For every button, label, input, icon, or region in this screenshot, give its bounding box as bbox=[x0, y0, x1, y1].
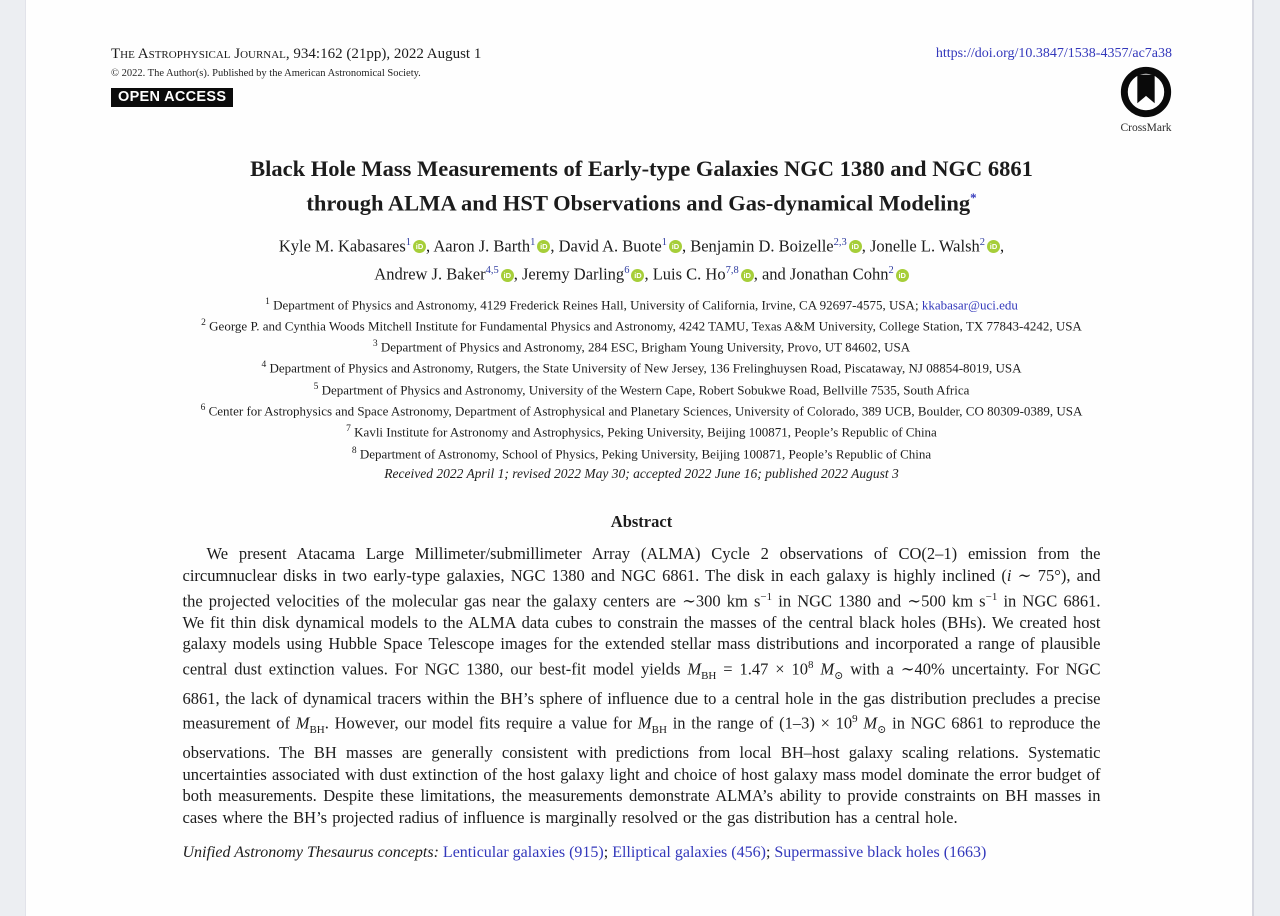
keyword-link[interactable]: Supermassive black holes (1663) bbox=[774, 843, 987, 861]
author-affiliation-sup: 6 bbox=[624, 265, 630, 276]
author-affiliation-sup: 2 bbox=[979, 236, 985, 248]
affiliation-sup: 1 bbox=[265, 296, 270, 307]
author-name: Jonelle L. Walsh bbox=[870, 236, 980, 255]
affiliation-sup: 5 bbox=[313, 381, 319, 392]
journal-header bbox=[111, 46, 1172, 134]
keywords-line bbox=[183, 842, 1101, 864]
author-name: David A. Buote bbox=[558, 236, 662, 255]
affiliation-sup: 8 bbox=[351, 445, 357, 456]
orcid-icon[interactable]: iD bbox=[849, 240, 862, 253]
affiliation-sup: 7 bbox=[346, 424, 351, 435]
orcid-icon[interactable]: iD bbox=[669, 240, 682, 253]
affiliation-sup: 2 bbox=[201, 317, 206, 328]
crossmark-logo[interactable] bbox=[1120, 66, 1172, 134]
keywords-prefix: Unified Astronomy Thesaurus concepts: bbox=[182, 843, 439, 861]
orcid-icon[interactable]: iD bbox=[413, 240, 426, 253]
author-name: Kyle M. Kabasares bbox=[278, 236, 406, 255]
orcid-icon[interactable]: iD bbox=[631, 269, 644, 282]
paper-title-line2: through ALMA and HST Observations and Gas-dynamical Modeling bbox=[306, 190, 971, 216]
author-affiliation-sup: 1 bbox=[530, 236, 536, 248]
affiliation-line: $^8$ Department of Astronomy, School of Physics, Peking University, Beijing 100871, People’s Republic of China bbox=[351, 445, 932, 462]
journal-header-left bbox=[111, 46, 481, 107]
doi-link[interactable]: https://doi.org/10.3847/1538-4357/ac7a38 bbox=[935, 46, 1172, 61]
abstract-text: We present Atacama Large Millimeter/submillimeter Array (ALMA) Cycle 2 observations of CO(2–1) emission from the circumnuclear disks in two early-type galaxies, NGC 1380 and NGC 6861. The disk in each galaxy is highly inclined (i ∼ 75°), and the projected velocities of the molecular gas near the galaxy centers are ∼300 km $s^{-1}$ in NGC 1380 and ∼500 km $s^{-1}$ in NGC 6861. We fit thin disk dynamical models to the ALMA data cubes to constrain the masses of the central black holes (BHs). We created host galaxy models using Hubble Space Telescope images for the extended stellar mass distributions and incorporated a range of plausible central dust extinction values. For NGC 1380, our best-fit model yields $M_{BH} = 1.47 \times 10^8$ $M_⊙$ with a ∼40% uncertainty. For NGC 6861, the lack of dynamical tracers within the BH’s sphere of influence due to a central hole in the gas distribution precludes a precise measurement of $M_{BH}$. However, our model fits require a value for $M_{BH}$ in the range of $(1-3) \times 10^9$ $M_⊙$ in NGC 6861 to reproduce the observations. The BH masses are generally consistent with predictions from local BH–host galaxy scaling relations. Systematic uncertainties associated with dust extinction of the host galaxy light and choice of host galaxy mass model dominate the error budget of both measurements. Despite these limitations, the measurements demonstrate ALMA’s ability to provide constraints on BH masses in cases where the BH’s projected radius of influence is marginally resolved or the gas distribution has a central hole. bbox=[182, 544, 1101, 827]
journal-name: The Astrophysical Journal bbox=[111, 46, 286, 62]
author-list bbox=[111, 230, 1172, 287]
author-affiliation-sup: 2 bbox=[888, 265, 894, 276]
author-line: Kyle M. Kabasares$^1$ iD , Aaron J. Barth$^1$ iD , David A. Buote$^1$ iD , Benjamin D. Boizelle$^{2,3}$ iD , Jonelle L. Walsh$^2$ iD , bbox=[278, 236, 1005, 255]
crossmark-icon bbox=[1120, 66, 1172, 123]
author-affiliation-sup: 7,8 bbox=[725, 265, 739, 276]
orcid-icon[interactable]: iD bbox=[896, 269, 909, 282]
author-name: Jonathan Cohn bbox=[789, 264, 889, 284]
affiliation-sup: 6 bbox=[200, 403, 206, 414]
journal-issue-info: , 934:162 (21pp), 2022 August 1 bbox=[285, 46, 482, 62]
affiliation-sup: 4 bbox=[261, 360, 267, 371]
affiliation-line: $^5$ Department of Physics and Astronomy, University of the Western Cape, Robert Sobukwe Road, Bellville 7535, South Africa bbox=[313, 381, 970, 398]
author-affiliation-sup: 1 bbox=[661, 236, 667, 248]
affiliation-line: $^1$ Department of Physics and Astronomy, 4129 Frederick Reines Hall, University of California, Irvine, CA 92697-4575, USA; kkabasar@uci.edu bbox=[265, 296, 1018, 312]
orcid-icon[interactable]: iD bbox=[537, 240, 550, 253]
open-access-badge: OPEN ACCESS bbox=[111, 88, 233, 107]
crossmark-label: CrossMark bbox=[1120, 122, 1172, 134]
author-name: Aaron J. Barth bbox=[433, 236, 531, 255]
email-link[interactable]: kkabasar@uci.edu bbox=[921, 296, 1018, 312]
orcid-icon[interactable]: iD bbox=[501, 269, 514, 282]
copyright-line: © 2022. The Author(s). Published by the American Astronomical Society. bbox=[111, 68, 421, 79]
author-name: Andrew J. Baker bbox=[374, 264, 486, 284]
keyword-link[interactable]: Elliptical galaxies (456) bbox=[612, 843, 766, 861]
affiliation-line: $^3$ Department of Physics and Astronomy, 284 ESC, Brigham Young University, Provo, UT 84602, USA bbox=[372, 339, 911, 355]
paper-title-line1: Black Hole Mass Measurements of Early-type Galaxies NGC 1380 and NGC 6861 bbox=[250, 156, 1033, 181]
author-name: Jeremy Darling bbox=[522, 264, 625, 284]
affiliation-line: $^7$ Kavli Institute for Astronomy and Astrophysics, Peking University, Beijing 100871, People’s Republic of China bbox=[346, 424, 937, 440]
journal-citation-line bbox=[111, 46, 481, 63]
history-dates: Received 2022 April 1; revised 2022 May 30; accepted 2022 June 16; published 2022 August 3 bbox=[384, 466, 899, 482]
keyword-link[interactable]: Lenticular galaxies (915) bbox=[442, 843, 604, 861]
affiliation-line: $^2$ George P. and Cynthia Woods Mitchell Institute for Fundamental Physics and Astronomy, 4242 TAMU, Texas A&M University, College Station, TX 77843-4242, USA bbox=[201, 317, 1082, 334]
affiliation-list bbox=[121, 293, 1162, 464]
abstract-heading: Abstract bbox=[610, 512, 673, 532]
orcid-icon[interactable]: iD bbox=[741, 269, 754, 282]
affiliation-sup: 3 bbox=[372, 339, 378, 350]
affiliation-line: $^4$ Department of Physics and Astronomy, Rutgers, the State University of New Jersey, 136 Frelinghuysen Road, Piscataway, NJ 08854-8019, USA bbox=[261, 360, 1022, 376]
author-affiliation-sup: 2,3 bbox=[833, 236, 847, 248]
paper-title bbox=[131, 154, 1152, 218]
keywords-links: Lenticular galaxies (915); Elliptical galaxies (456); Supermassive black holes (1663) bbox=[442, 843, 987, 861]
author-affiliation-sup: 4,5 bbox=[485, 265, 499, 276]
paper-page bbox=[25, 0, 1254, 916]
author-name: Luis C. Ho bbox=[652, 264, 726, 284]
journal-header-right bbox=[936, 46, 1172, 134]
title-footnote-link[interactable]: * bbox=[970, 190, 977, 205]
orcid-icon[interactable]: iD bbox=[987, 240, 1000, 253]
author-name: Benjamin D. Boizelle bbox=[690, 236, 834, 255]
author-line: Andrew J. Baker$^{4,5}$ iD , Jeremy Darling$^6$ iD , Luis C. Ho$^{7,8}$ iD , and Jonathan Cohn$^2$ iD bbox=[111, 258, 1172, 287]
author-affiliation-sup: 1 bbox=[405, 236, 412, 248]
affiliation-line: $^6$ Center for Astrophysics and Space Astronomy, Department of Astrophysical and Planetary Sciences, University of Colorado, 389 UCB, Boulder, CO 80309-0389, USA bbox=[200, 403, 1083, 419]
